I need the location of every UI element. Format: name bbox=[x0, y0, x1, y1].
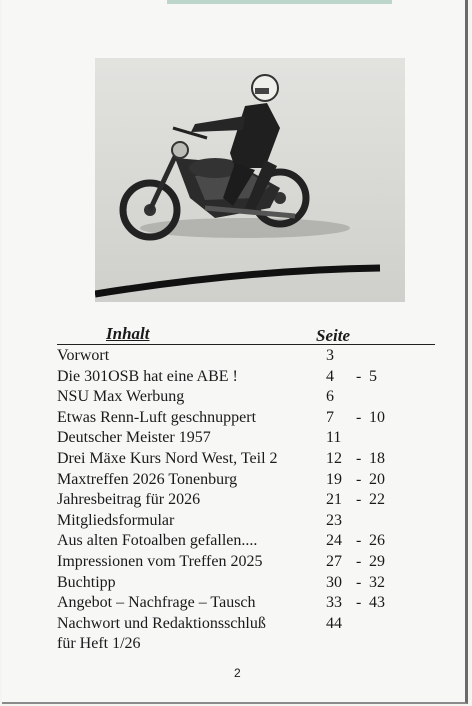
toc-entry bbox=[57, 367, 437, 388]
toc-entry bbox=[57, 593, 437, 614]
toc-entry-dash: - bbox=[356, 367, 362, 385]
toc-entry-title: Angebot – Nachfrage – Tausch bbox=[57, 594, 256, 612]
toc-entry-dash: - bbox=[356, 449, 362, 467]
motorcycle-illustration bbox=[95, 58, 405, 302]
booklet-page bbox=[2, 0, 468, 704]
toc-entry-title: Maxtreffen 2026 Tonenburg bbox=[57, 470, 238, 488]
toc-entry-title: Vorwort bbox=[57, 347, 110, 364]
toc-entry-page-from: 12 bbox=[326, 449, 342, 467]
toc-entry-page-to: 32 bbox=[369, 573, 385, 591]
toc-entry-title: Mitgliedsformular bbox=[57, 511, 175, 529]
toc-entry-page-from: 24 bbox=[326, 532, 342, 550]
toc-entry-title: NSU Max Werbung bbox=[57, 388, 185, 406]
toc-entry-continuation bbox=[57, 634, 437, 654]
toc-entry-title: Buchtipp bbox=[57, 573, 116, 591]
toc-entry-page-from: 21 bbox=[326, 491, 342, 509]
toc-entry-dash: - bbox=[356, 594, 362, 612]
toc-entry-dash: - bbox=[356, 552, 362, 570]
toc-entry-page-from: 7 bbox=[326, 408, 334, 426]
toc-entry-dash: - bbox=[356, 408, 362, 426]
toc-entry-page-from: 44 bbox=[326, 614, 342, 632]
page-number: 2 bbox=[234, 666, 241, 680]
toc-entry-title: Etwas Renn-Luft geschnuppert bbox=[57, 408, 257, 426]
toc-entry bbox=[57, 511, 437, 532]
toc-entry-page-to: 18 bbox=[369, 449, 385, 467]
toc-header bbox=[57, 324, 435, 345]
toc-entry bbox=[57, 490, 437, 511]
toc-entry-dash: - bbox=[356, 470, 362, 488]
toc-entry-page-to: 5 bbox=[369, 367, 377, 385]
toc-entry bbox=[57, 387, 437, 408]
toc-entry-page-to: 10 bbox=[369, 408, 385, 426]
toc-entry bbox=[57, 470, 437, 491]
toc-entry bbox=[57, 552, 437, 573]
toc-entry bbox=[57, 449, 437, 470]
toc-heading-contents: Inhalt bbox=[106, 324, 150, 343]
toc-entry-page-to: 29 bbox=[369, 552, 385, 570]
toc-entry-title: Drei Mäxe Kurs Nord West, Teil 2 bbox=[57, 449, 278, 467]
toc-entry-dash: - bbox=[356, 532, 362, 550]
toc-entry-dash: - bbox=[356, 573, 362, 591]
toc-entry bbox=[57, 346, 437, 367]
toc-entry-page-to: 20 bbox=[369, 470, 385, 488]
toc-entry-page-from: 3 bbox=[326, 347, 334, 364]
toc-entry-page-from: 4 bbox=[326, 367, 334, 385]
scan-edge-strip bbox=[167, 0, 392, 4]
toc-entry-title: für Heft 1/26 bbox=[57, 635, 141, 653]
toc-entry-page-to: 22 bbox=[369, 491, 385, 509]
toc-entry bbox=[57, 428, 437, 449]
toc-entry-title: Impressionen vom Treffen 2025 bbox=[57, 552, 263, 570]
toc-entry-page-from: 33 bbox=[326, 594, 342, 612]
motorcycle-rider-photo bbox=[95, 58, 405, 302]
toc-entry-title: Jahresbeitrag für 2026 bbox=[57, 491, 201, 509]
toc-heading-page: Seite bbox=[316, 326, 350, 345]
toc-entry-page-from: 23 bbox=[326, 511, 342, 529]
toc-entry bbox=[57, 573, 437, 594]
toc-entry-page-from: 19 bbox=[326, 470, 342, 488]
toc-entry-dash: - bbox=[356, 491, 362, 509]
toc-entry-page-from: 11 bbox=[326, 429, 342, 447]
toc-entry-title: Nachwort und Redaktionsschluß bbox=[57, 614, 266, 632]
toc-entry-page-to: 26 bbox=[369, 532, 385, 550]
toc-entry-page-from: 6 bbox=[326, 388, 334, 406]
toc-entry-page-to: 43 bbox=[369, 594, 385, 612]
toc-entry-title: Deutscher Meister 1957 bbox=[57, 429, 211, 447]
toc-entry-page-from: 27 bbox=[326, 552, 342, 570]
toc-entry-page-from: 30 bbox=[326, 573, 342, 591]
toc-entry-title: Die 301OSB hat eine ABE ! bbox=[57, 367, 238, 385]
toc-entry bbox=[57, 531, 437, 552]
toc-entry-title: Aus alten Fotoalben gefallen.... bbox=[57, 532, 258, 550]
toc-entry bbox=[57, 614, 437, 635]
toc-entry bbox=[57, 408, 437, 429]
table-of-contents bbox=[57, 346, 437, 654]
